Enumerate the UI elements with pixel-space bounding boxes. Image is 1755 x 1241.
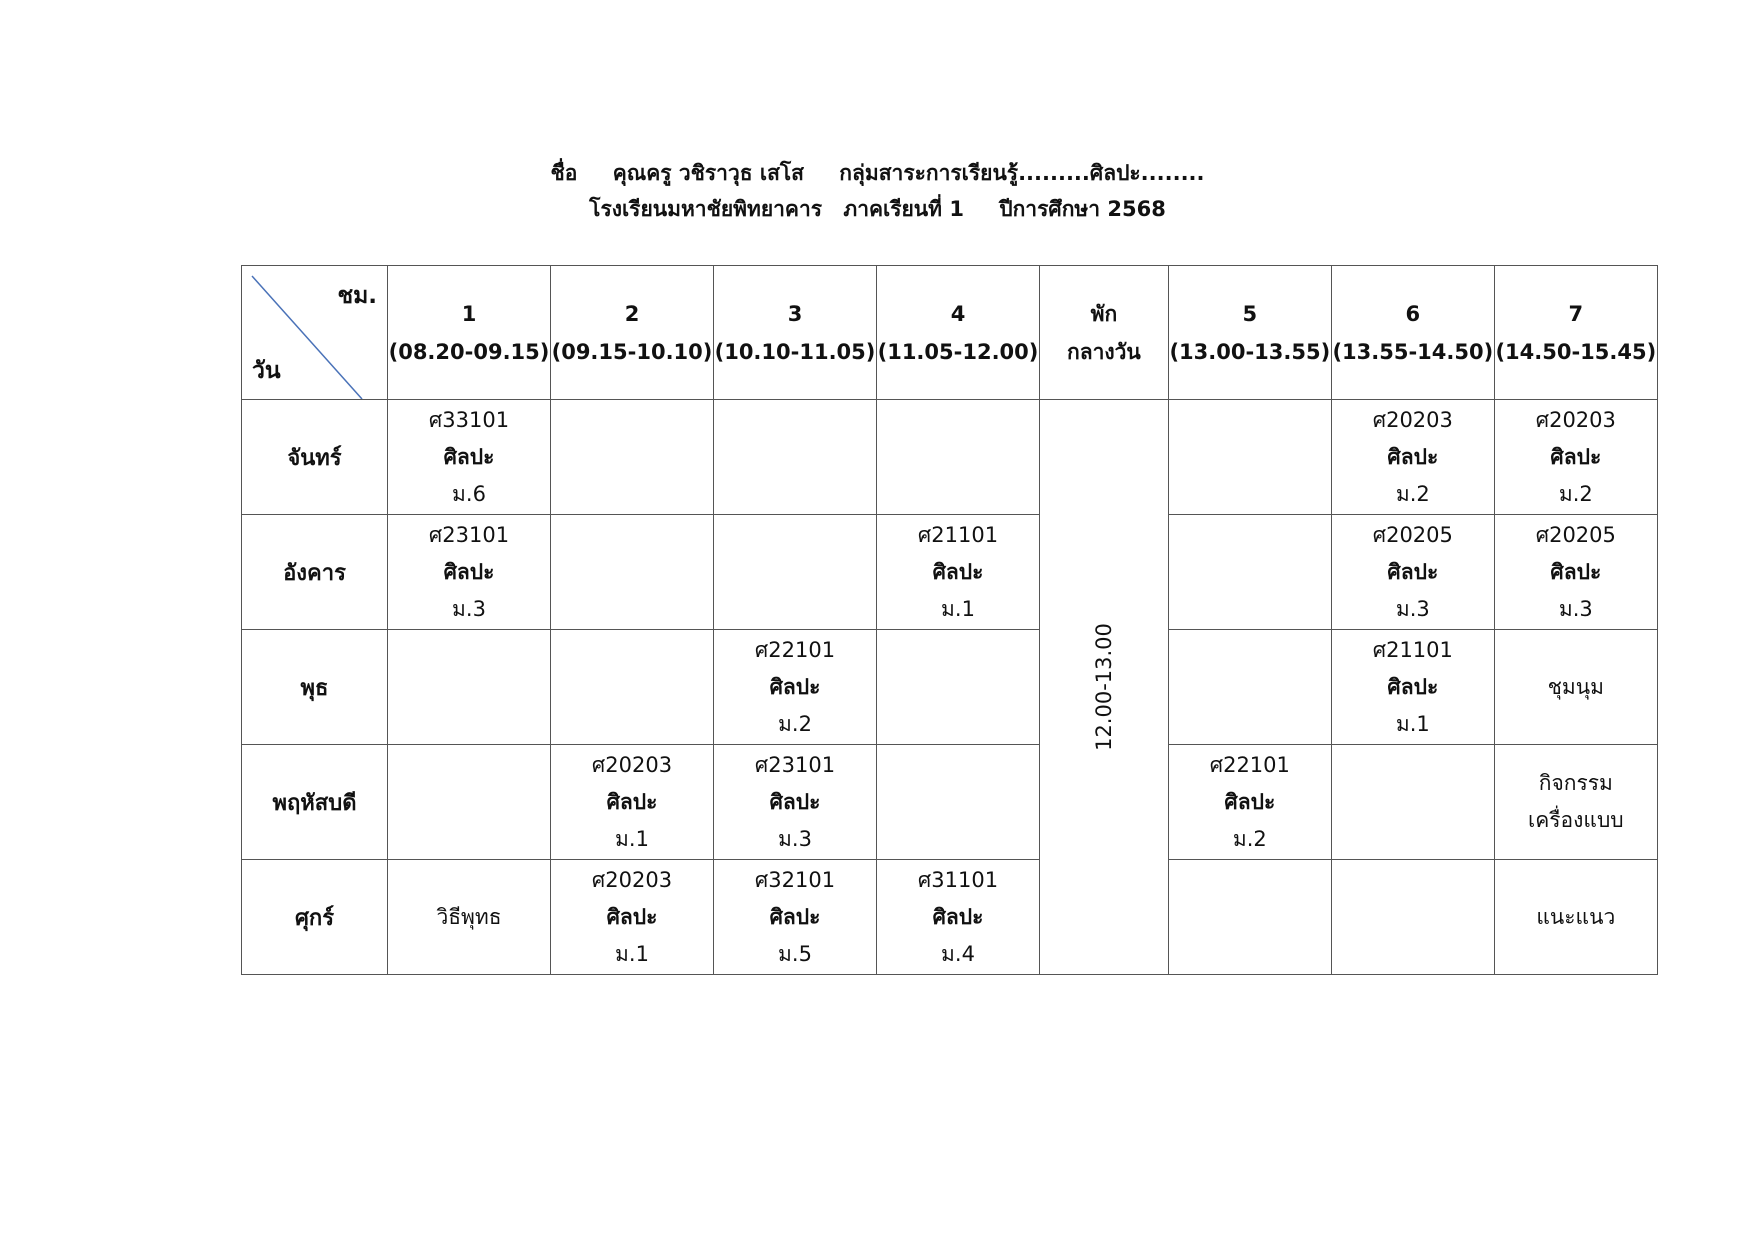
timetable-cell	[1168, 400, 1331, 515]
day-name: พฤหัสบดี	[242, 745, 388, 860]
course-subject: ศิลปะ	[769, 789, 821, 814]
corner-cell	[242, 266, 388, 400]
day-row	[242, 860, 1658, 975]
course-code: ศ22101	[754, 637, 836, 662]
period-header	[388, 266, 551, 400]
course-level: ม.6	[452, 481, 486, 506]
period-header	[551, 266, 714, 400]
course-level: ม.3	[1395, 596, 1430, 621]
course-code: ศ21101	[1372, 637, 1453, 662]
period-time: (09.15-10.10)	[551, 339, 713, 364]
timetable-cell	[877, 515, 1040, 630]
period-number: 1	[461, 301, 477, 326]
timetable-cell	[714, 630, 877, 745]
day-row	[242, 400, 1658, 515]
period-number: 7	[1568, 301, 1584, 326]
course-level: ม.1	[615, 826, 649, 851]
period-time: (11.05-12.00)	[877, 339, 1039, 364]
course-level: ม.3	[452, 596, 486, 621]
course-level: ม.3	[1558, 596, 1593, 621]
course-code: ศ20203	[1372, 407, 1453, 432]
period-time: กลางวัน	[1067, 339, 1141, 364]
day-name: อังคาร	[242, 515, 388, 630]
header-row	[242, 266, 1658, 400]
course-level: ม.1	[615, 941, 649, 966]
timetable-cell	[1168, 630, 1331, 745]
course-subject: ศิลปะ	[1387, 674, 1439, 699]
period-time: (13.55-14.50)	[1332, 339, 1494, 364]
course-level: ม.1	[1395, 711, 1430, 736]
course-subject: ศิลปะ	[1387, 559, 1439, 584]
period-header	[1331, 266, 1494, 400]
period-header	[1040, 266, 1169, 400]
course-subject: ศิลปะ	[932, 904, 984, 929]
activity-note: แนะแนว	[1536, 904, 1616, 929]
day-name: จันทร์	[242, 400, 388, 515]
period-number: 3	[787, 301, 803, 326]
timetable-cell	[1168, 745, 1331, 860]
timetable-cell	[551, 515, 714, 630]
timetable-cell	[877, 400, 1040, 515]
day-row	[242, 745, 1658, 860]
timetable-cell	[551, 400, 714, 515]
timetable-cell	[1494, 860, 1657, 975]
timetable-cell	[1494, 400, 1657, 515]
hour-label: ชม.	[337, 283, 377, 309]
timetable-cell	[388, 745, 551, 860]
course-code: ศ20203	[591, 752, 673, 777]
day-row	[242, 630, 1658, 745]
timetable-cell	[1331, 400, 1494, 515]
period-number: 5	[1242, 301, 1258, 326]
period-header	[877, 266, 1040, 400]
course-level: ม.1	[941, 596, 975, 621]
course-code: ศ20205	[1535, 522, 1616, 547]
name-label: ชื่อ	[550, 161, 578, 185]
day-label: วัน	[252, 358, 281, 384]
timetable-cell	[714, 400, 877, 515]
course-code: ศ33101	[428, 407, 510, 432]
semester: ภาคเรียนที่ 1	[843, 197, 964, 221]
teacher-name: คุณครู วชิราวุธ เสโส	[612, 161, 804, 185]
period-number: 2	[624, 301, 640, 326]
day-name: ศุกร์	[242, 860, 388, 975]
timetable-cell	[877, 860, 1040, 975]
timetable-cell	[551, 630, 714, 745]
header-line-2	[0, 191, 1755, 227]
period-number: 6	[1405, 301, 1421, 326]
timetable-cell	[551, 745, 714, 860]
day-name: พุธ	[242, 630, 388, 745]
course-subject: ศิลปะ	[1550, 559, 1602, 584]
timetable-cell	[1168, 860, 1331, 975]
timetable-cell	[714, 860, 877, 975]
course-code: ศ23101	[754, 752, 836, 777]
course-subject: ศิลปะ	[932, 559, 984, 584]
document-header	[0, 155, 1755, 227]
course-code: ศ20205	[1372, 522, 1453, 547]
course-level: ม.4	[941, 941, 975, 966]
timetable-cell	[388, 630, 551, 745]
activity-note: กิจกรรม	[1538, 771, 1613, 795]
subject-group: กลุ่มสาระการเรียนรู้.........ศิลปะ........	[839, 161, 1205, 185]
timetable-cell	[1331, 745, 1494, 860]
lunch-time: 12.00-13.00	[1091, 623, 1116, 751]
timetable-cell	[551, 860, 714, 975]
timetable-cell	[1494, 515, 1657, 630]
timetable-cell	[1331, 860, 1494, 975]
period-header	[1168, 266, 1331, 400]
timetable-cell	[877, 630, 1040, 745]
course-subject: ศิลปะ	[1224, 789, 1276, 814]
timetable-cell	[388, 860, 551, 975]
course-code: ศ20203	[1535, 407, 1616, 432]
course-code: ศ32101	[754, 867, 836, 892]
course-level: ม.5	[778, 941, 812, 966]
activity-note: ชุมนุม	[1547, 674, 1604, 699]
timetable-cell	[1168, 515, 1331, 630]
course-level: ม.2	[1558, 481, 1593, 506]
course-subject: ศิลปะ	[769, 674, 821, 699]
course-level: ม.3	[778, 826, 812, 851]
period-number: พัก	[1090, 301, 1118, 326]
course-level: ม.2	[1395, 481, 1430, 506]
timetable	[241, 265, 1658, 975]
period-time: (08.20-09.15)	[388, 339, 550, 364]
course-code: ศ31101	[917, 867, 999, 892]
course-level: ม.2	[778, 711, 812, 736]
course-subject: ศิลปะ	[443, 444, 495, 469]
academic-year: ปีการศึกษา 2568	[999, 197, 1166, 221]
school-name: โรงเรียนมหาชัยพิทยาคาร	[589, 197, 823, 221]
timetable-cell	[877, 745, 1040, 860]
course-code: ศ23101	[428, 522, 510, 547]
timetable-cell	[1331, 630, 1494, 745]
course-subject: ศิลปะ	[443, 559, 495, 584]
period-time: (13.00-13.55)	[1169, 339, 1331, 364]
course-subject: ศิลปะ	[606, 904, 658, 929]
course-code: ศ22101	[1209, 752, 1290, 777]
period-time: (10.10-11.05)	[714, 339, 876, 364]
course-subject: ศิลปะ	[1550, 444, 1602, 469]
period-header	[1494, 266, 1657, 400]
timetable-cell	[1494, 630, 1657, 745]
period-header	[714, 266, 877, 400]
activity-note: เครื่องแบบ	[1528, 808, 1624, 832]
course-subject: ศิลปะ	[769, 904, 821, 929]
timetable-cell	[1331, 515, 1494, 630]
course-subject: ศิลปะ	[606, 789, 658, 814]
timetable-cell	[388, 515, 551, 630]
timetable-cell	[714, 515, 877, 630]
activity-note: วิธีพุทธ	[436, 904, 502, 929]
course-code: ศ21101	[917, 522, 999, 547]
timetable-cell	[714, 745, 877, 860]
course-level: ม.2	[1232, 826, 1267, 851]
period-number: 4	[950, 301, 966, 326]
header-line-1	[0, 155, 1755, 191]
day-row	[242, 515, 1658, 630]
timetable-cell	[388, 400, 551, 515]
timetable-cell	[1494, 745, 1657, 860]
lunch-break-cell	[1040, 400, 1169, 975]
course-subject: ศิลปะ	[1387, 444, 1439, 469]
period-time: (14.50-15.45)	[1495, 339, 1657, 364]
course-code: ศ20203	[591, 867, 673, 892]
